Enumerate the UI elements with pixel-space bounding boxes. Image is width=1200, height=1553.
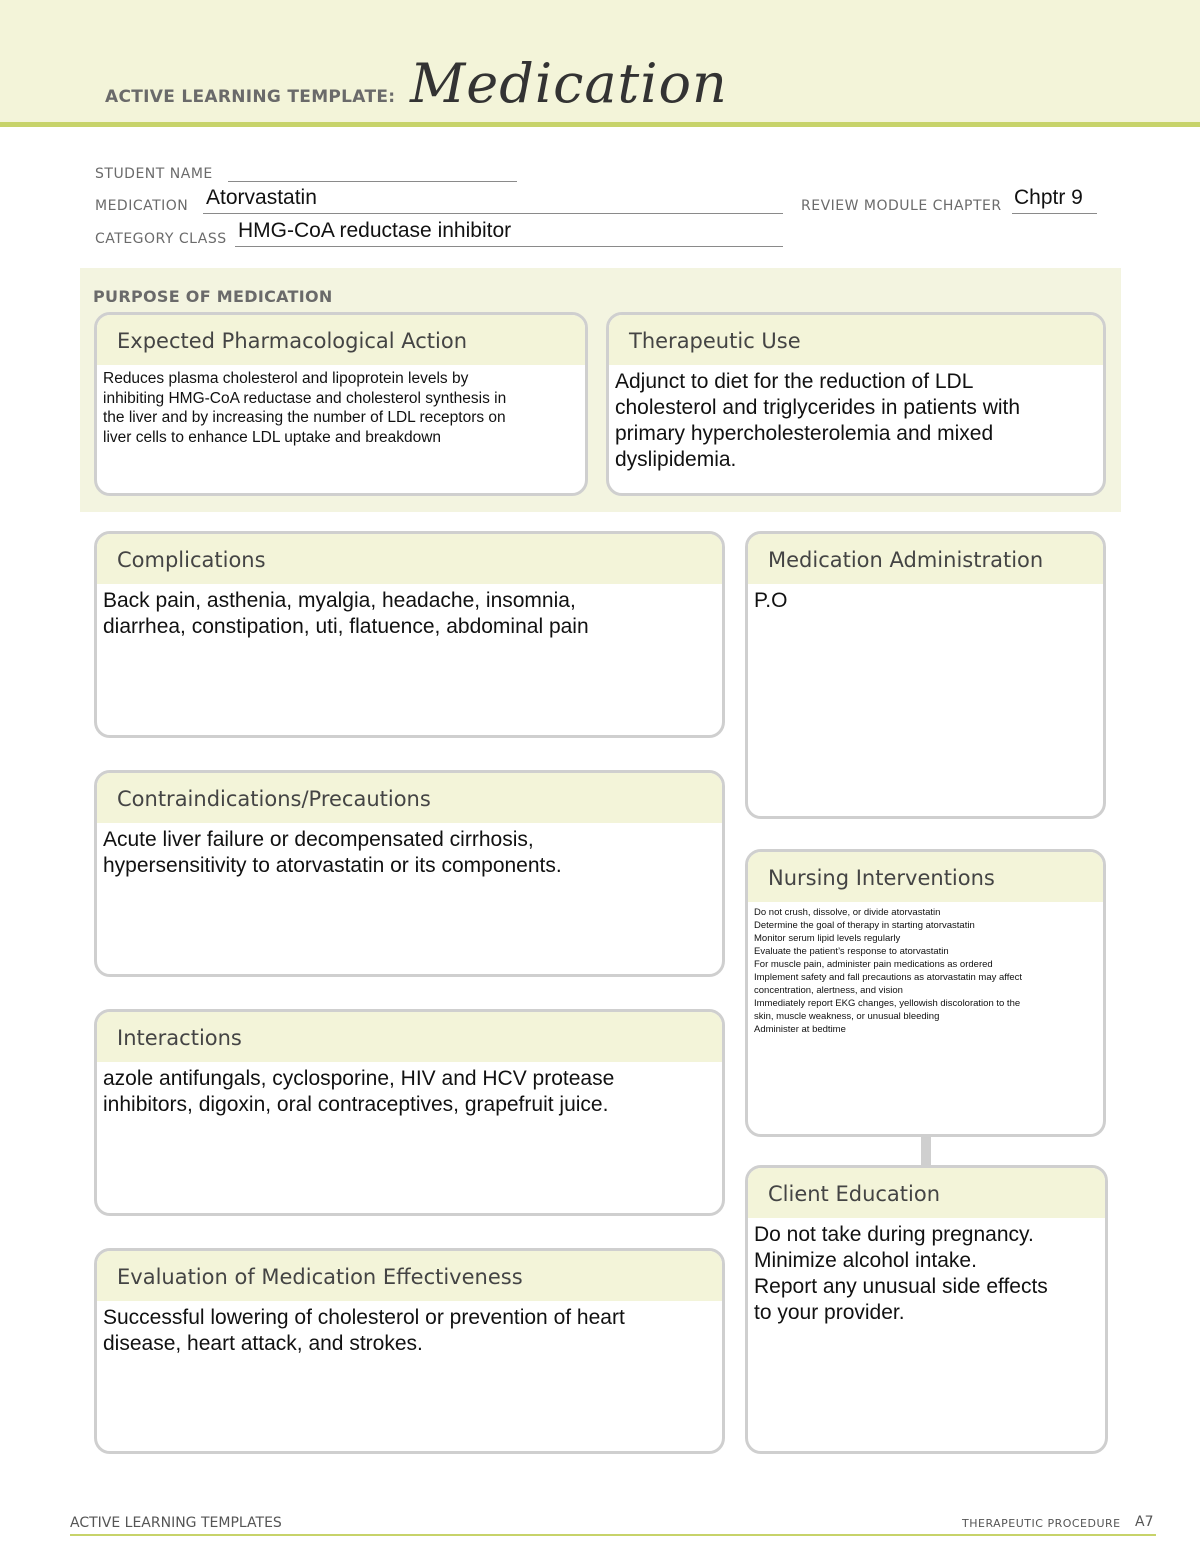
therapeutic-use-text[interactable]: Adjunct to diet for the reduction of LDL cholesterol and triglycerides in patients with primary hypercholesterolemia and mixed dyslipidemia. — [615, 370, 1021, 471]
review-module-field-line — [1012, 213, 1097, 214]
footer-left-label: ACTIVE LEARNING TEMPLATES — [70, 1515, 282, 1531]
client-education-title: Client Education — [748, 1168, 1105, 1218]
category-class-label: CATEGORY CLASS — [95, 231, 227, 247]
page-title: Medication — [410, 52, 728, 115]
medication-administration-title: Medication Administration — [748, 534, 1103, 584]
contraindications-text[interactable]: Acute liver failure or decompensated cirrhosis, hypersensitivity to atorvastatin or its components. — [103, 828, 562, 877]
footer-right-label: THERAPEUTIC PROCEDURE — [962, 1517, 1121, 1530]
nursing-interventions-box — [745, 849, 1106, 1137]
student-name-label: STUDENT NAME — [95, 166, 213, 182]
interactions-title: Interactions — [97, 1012, 722, 1062]
client-education-text[interactable]: Do not take during pregnancy. Minimize alcohol intake. Report any unusual side effects to your provider. — [754, 1223, 1048, 1324]
page-number: A7 — [1135, 1514, 1154, 1530]
review-module-label: REVIEW MODULE CHAPTER — [801, 198, 1002, 214]
complications-box — [94, 531, 725, 738]
nursing-interventions-title: Nursing Interventions — [748, 852, 1103, 902]
contraindications-title: Contraindications/Precautions — [97, 773, 722, 823]
complications-text[interactable]: Back pain, asthenia, myalgia, headache, insomnia, diarrhea, constipation, uti, flatuence, abdominal pain — [103, 589, 589, 638]
category-class-field[interactable]: HMG-CoA reductase inhibitor — [238, 219, 512, 242]
connector-bar — [921, 1135, 931, 1166]
medication-field-line — [203, 213, 783, 214]
medication-administration-text[interactable]: P.O — [754, 589, 788, 612]
medication-label: MEDICATION — [95, 198, 189, 214]
interactions-text[interactable]: azole antifungals, cyclosporine, HIV and HCV protease inhibitors, digoxin, oral contraceptives, grapefruit juice. — [103, 1067, 615, 1116]
purpose-label: PURPOSE OF MEDICATION — [93, 287, 333, 306]
complications-title: Complications — [97, 534, 722, 584]
template-label: ACTIVE LEARNING TEMPLATE: — [105, 87, 396, 107]
evaluation-text[interactable]: Successful lowering of cholesterol or prevention of heart disease, heart attack, and strokes. — [103, 1306, 625, 1355]
expected-action-text[interactable]: Reduces plasma cholesterol and lipoprotein levels by inhibiting HMG-CoA reductase and cholesterol synthesis in the liver and by increasing the number of LDL receptors on liver cells to enhance LDL uptake and breakdown — [103, 370, 507, 446]
interactions-box — [94, 1009, 725, 1216]
client-education-box — [745, 1165, 1108, 1454]
review-module-field[interactable]: Chptr 9 — [1014, 186, 1083, 209]
evaluation-box — [94, 1248, 725, 1454]
expected-action-box — [94, 312, 588, 496]
medication-administration-box — [745, 531, 1106, 819]
expected-action-title: Expected Pharmacological Action — [97, 315, 585, 365]
therapeutic-use-title: Therapeutic Use — [609, 315, 1103, 365]
medication-field[interactable]: Atorvastatin — [206, 186, 317, 209]
nursing-interventions-text[interactable]: Do not crush, dissolve, or divide atorvastatin Determine the goal of therapy in starting atorvastatin Monitor serum lipid levels regularly Evaluate the patient’s response to atorvastatin For muscle pain, administer pain medications as ordered Implement safety and fall precautions as atorvastatin may affect concentration, alertness, and vision Immediately report EKG changes, yellowish discoloration to the skin, muscle weakness, or unusual bleeding Administer at bedtime — [754, 907, 1023, 1035]
student-name-field[interactable] — [228, 181, 517, 182]
therapeutic-use-box — [606, 312, 1106, 496]
footer-divider — [70, 1534, 1156, 1536]
category-class-field-line — [235, 246, 783, 247]
contraindications-box — [94, 770, 725, 977]
evaluation-title: Evaluation of Medication Effectiveness — [97, 1251, 722, 1301]
header-divider — [0, 122, 1200, 127]
